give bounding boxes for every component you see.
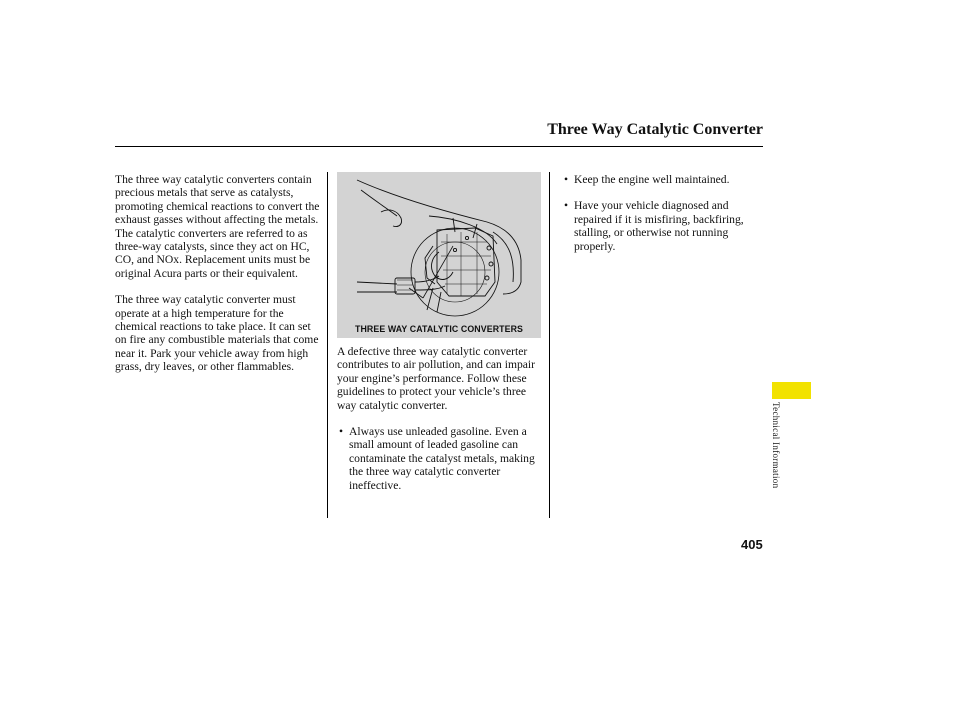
bullet-engine-maintained xyxy=(562,173,758,186)
column-2 xyxy=(337,345,543,505)
column-divider-1 xyxy=(327,172,328,518)
engine-illustration xyxy=(337,172,541,322)
bullet-dot: • xyxy=(564,199,569,213)
column-divider-2 xyxy=(549,172,550,518)
bullet-text: Always use unleaded gasoline. Even a small amount of leaded gasoline can contaminate the catalyst metals, making the three way catalytic converter ineffective. xyxy=(349,425,535,492)
page-number: 405 xyxy=(741,537,763,552)
section-label: Technical Information xyxy=(771,402,781,489)
catalytic-converter-figure xyxy=(337,172,541,338)
column-1 xyxy=(115,173,320,387)
column-3 xyxy=(562,173,758,266)
bullet-dot: • xyxy=(564,173,569,186)
paragraph-catalysts: The three way catalytic converters contain precious metals that serve as catalysts, promoting chemical reactions to convert the exhaust gasses without affecting the metals. The catalytic converters are referred to as three-way catalysts, since they act on HC, CO, and NOx. Replacement units must be original Acura parts or their equivalent. xyxy=(115,173,320,280)
bullet-text: Keep the engine well maintained. xyxy=(574,173,730,186)
bullet-unleaded-gasoline xyxy=(337,425,543,492)
figure-caption: THREE WAY CATALYTIC CONVERTERS xyxy=(354,324,524,334)
bullet-dot: • xyxy=(339,425,344,439)
paragraph-temperature: The three way catalytic converter must operate at a high temperature for the chemical reactions to take place. It can set on fire any combustible materials that come near it. Park your vehicle away from high grass, dry leaves, or other flammables. xyxy=(115,293,319,374)
bullet-text: Have your vehicle diagnosed and repaired if it is misfiring, backfiring, stalling, or otherwise not running properly. xyxy=(574,199,744,253)
page-title: Three Way Catalytic Converter xyxy=(547,121,763,138)
paragraph-defective-converter: A defective three way catalytic converter contributes to air pollution, and can impair your engine’s performance. Follow these guidelines to protect your vehicle’s three way catalytic converter. xyxy=(337,345,536,412)
section-tab xyxy=(772,382,811,399)
header-rule xyxy=(115,146,763,147)
bullet-vehicle-diagnosed xyxy=(562,199,758,253)
